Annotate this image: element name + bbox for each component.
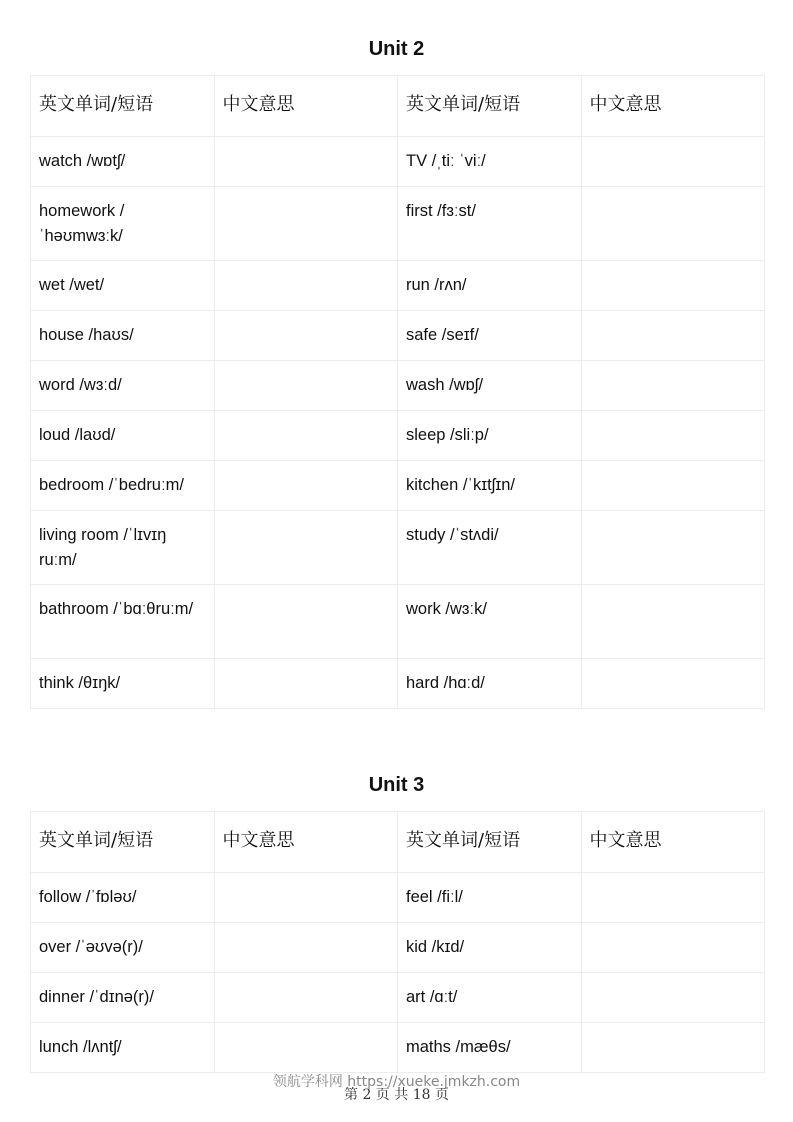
meaning-cell[interactable] xyxy=(581,311,765,361)
table-row xyxy=(31,1023,765,1073)
meaning-cell[interactable] xyxy=(581,659,765,709)
word-cell: first /fɜːst/ xyxy=(398,187,582,261)
word-cell: bathroom /ˈbɑːθruːm/ xyxy=(31,585,215,659)
word-cell: run /rʌn/ xyxy=(398,261,582,311)
word-cell: word /wɜːd/ xyxy=(31,361,215,411)
word-cell: lunch /lʌntʃ/ xyxy=(31,1023,215,1073)
meaning-cell[interactable] xyxy=(214,411,398,461)
footer-page-number: 第 2 页 共 18 页 xyxy=(344,1087,449,1103)
meaning-cell[interactable] xyxy=(214,311,398,361)
header-english: 英文单词/短语 xyxy=(398,812,582,873)
meaning-cell[interactable] xyxy=(214,261,398,311)
unit-2-table xyxy=(30,75,765,709)
table-row xyxy=(31,659,765,709)
meaning-cell[interactable] xyxy=(214,511,398,585)
table-row xyxy=(31,261,765,311)
meaning-cell[interactable] xyxy=(214,659,398,709)
word-cell: think /θɪŋk/ xyxy=(31,659,215,709)
word-cell: safe /seɪf/ xyxy=(398,311,582,361)
word-cell: maths /mæθs/ xyxy=(398,1023,582,1073)
table-row xyxy=(31,585,765,659)
meaning-cell[interactable] xyxy=(214,461,398,511)
table-header-row xyxy=(31,812,765,873)
meaning-cell[interactable] xyxy=(581,361,765,411)
word-cell: dinner /ˈdɪnə(r)/ xyxy=(31,973,215,1023)
meaning-cell[interactable] xyxy=(581,261,765,311)
header-english: 英文单词/短语 xyxy=(398,76,582,137)
table-row xyxy=(31,511,765,585)
meaning-cell[interactable] xyxy=(581,973,765,1023)
meaning-cell[interactable] xyxy=(581,923,765,973)
meaning-cell[interactable] xyxy=(581,187,765,261)
word-cell: sleep /sliːp/ xyxy=(398,411,582,461)
word-cell: over /ˈəʊvə(r)/ xyxy=(31,923,215,973)
table-header-row xyxy=(31,76,765,137)
word-cell: wash /wɒʃ/ xyxy=(398,361,582,411)
header-english: 英文单词/短语 xyxy=(31,76,215,137)
word-cell: watch /wɒtʃ/ xyxy=(31,137,215,187)
word-cell: work /wɜːk/ xyxy=(398,585,582,659)
table-row xyxy=(31,411,765,461)
footer-site-watermark: 领航学科网 https://xueke.jmkzh.com xyxy=(272,1074,521,1090)
word-cell: homework /ˈhəʊmwɜːk/ xyxy=(31,187,215,261)
word-cell: loud /laʊd/ xyxy=(31,411,215,461)
meaning-cell[interactable] xyxy=(214,1023,398,1073)
word-cell: kitchen /ˈkɪtʃɪn/ xyxy=(398,461,582,511)
meaning-cell[interactable] xyxy=(214,137,398,187)
meaning-cell[interactable] xyxy=(581,585,765,659)
table-row xyxy=(31,461,765,511)
meaning-cell[interactable] xyxy=(214,361,398,411)
word-cell: bedroom /ˈbedruːm/ xyxy=(31,461,215,511)
unit-3-title: Unit 3 xyxy=(368,774,425,796)
table-row xyxy=(31,361,765,411)
header-english: 英文单词/短语 xyxy=(31,812,215,873)
unit-3-table xyxy=(30,811,765,1073)
meaning-cell[interactable] xyxy=(214,585,398,659)
word-cell: feel /fiːl/ xyxy=(398,873,582,923)
meaning-cell[interactable] xyxy=(581,1023,765,1073)
word-cell: living room /ˈlɪvɪŋ ruːm/ xyxy=(31,511,215,585)
word-cell: wet /wet/ xyxy=(31,261,215,311)
header-chinese: 中文意思 xyxy=(214,812,398,873)
word-cell: hard /hɑːd/ xyxy=(398,659,582,709)
word-cell: follow /ˈfɒləʊ/ xyxy=(31,873,215,923)
meaning-cell[interactable] xyxy=(214,973,398,1023)
table-row xyxy=(31,137,765,187)
meaning-cell[interactable] xyxy=(581,461,765,511)
header-chinese: 中文意思 xyxy=(214,76,398,137)
word-cell: art /ɑːt/ xyxy=(398,973,582,1023)
word-cell: house /haʊs/ xyxy=(31,311,215,361)
meaning-cell[interactable] xyxy=(581,137,765,187)
word-cell: kid /kɪd/ xyxy=(398,923,582,973)
table-row xyxy=(31,873,765,923)
meaning-cell[interactable] xyxy=(581,411,765,461)
table-row xyxy=(31,311,765,361)
meaning-cell[interactable] xyxy=(581,511,765,585)
meaning-cell[interactable] xyxy=(581,873,765,923)
table-row xyxy=(31,923,765,973)
meaning-cell[interactable] xyxy=(214,873,398,923)
header-chinese: 中文意思 xyxy=(581,812,765,873)
table-row xyxy=(31,973,765,1023)
word-cell: TV /ˌtiː ˈviː/ xyxy=(398,137,582,187)
header-chinese: 中文意思 xyxy=(581,76,765,137)
word-cell: study /ˈstʌdi/ xyxy=(398,511,582,585)
meaning-cell[interactable] xyxy=(214,923,398,973)
table-row xyxy=(31,187,765,261)
unit-2-title: Unit 2 xyxy=(368,38,425,60)
meaning-cell[interactable] xyxy=(214,187,398,261)
